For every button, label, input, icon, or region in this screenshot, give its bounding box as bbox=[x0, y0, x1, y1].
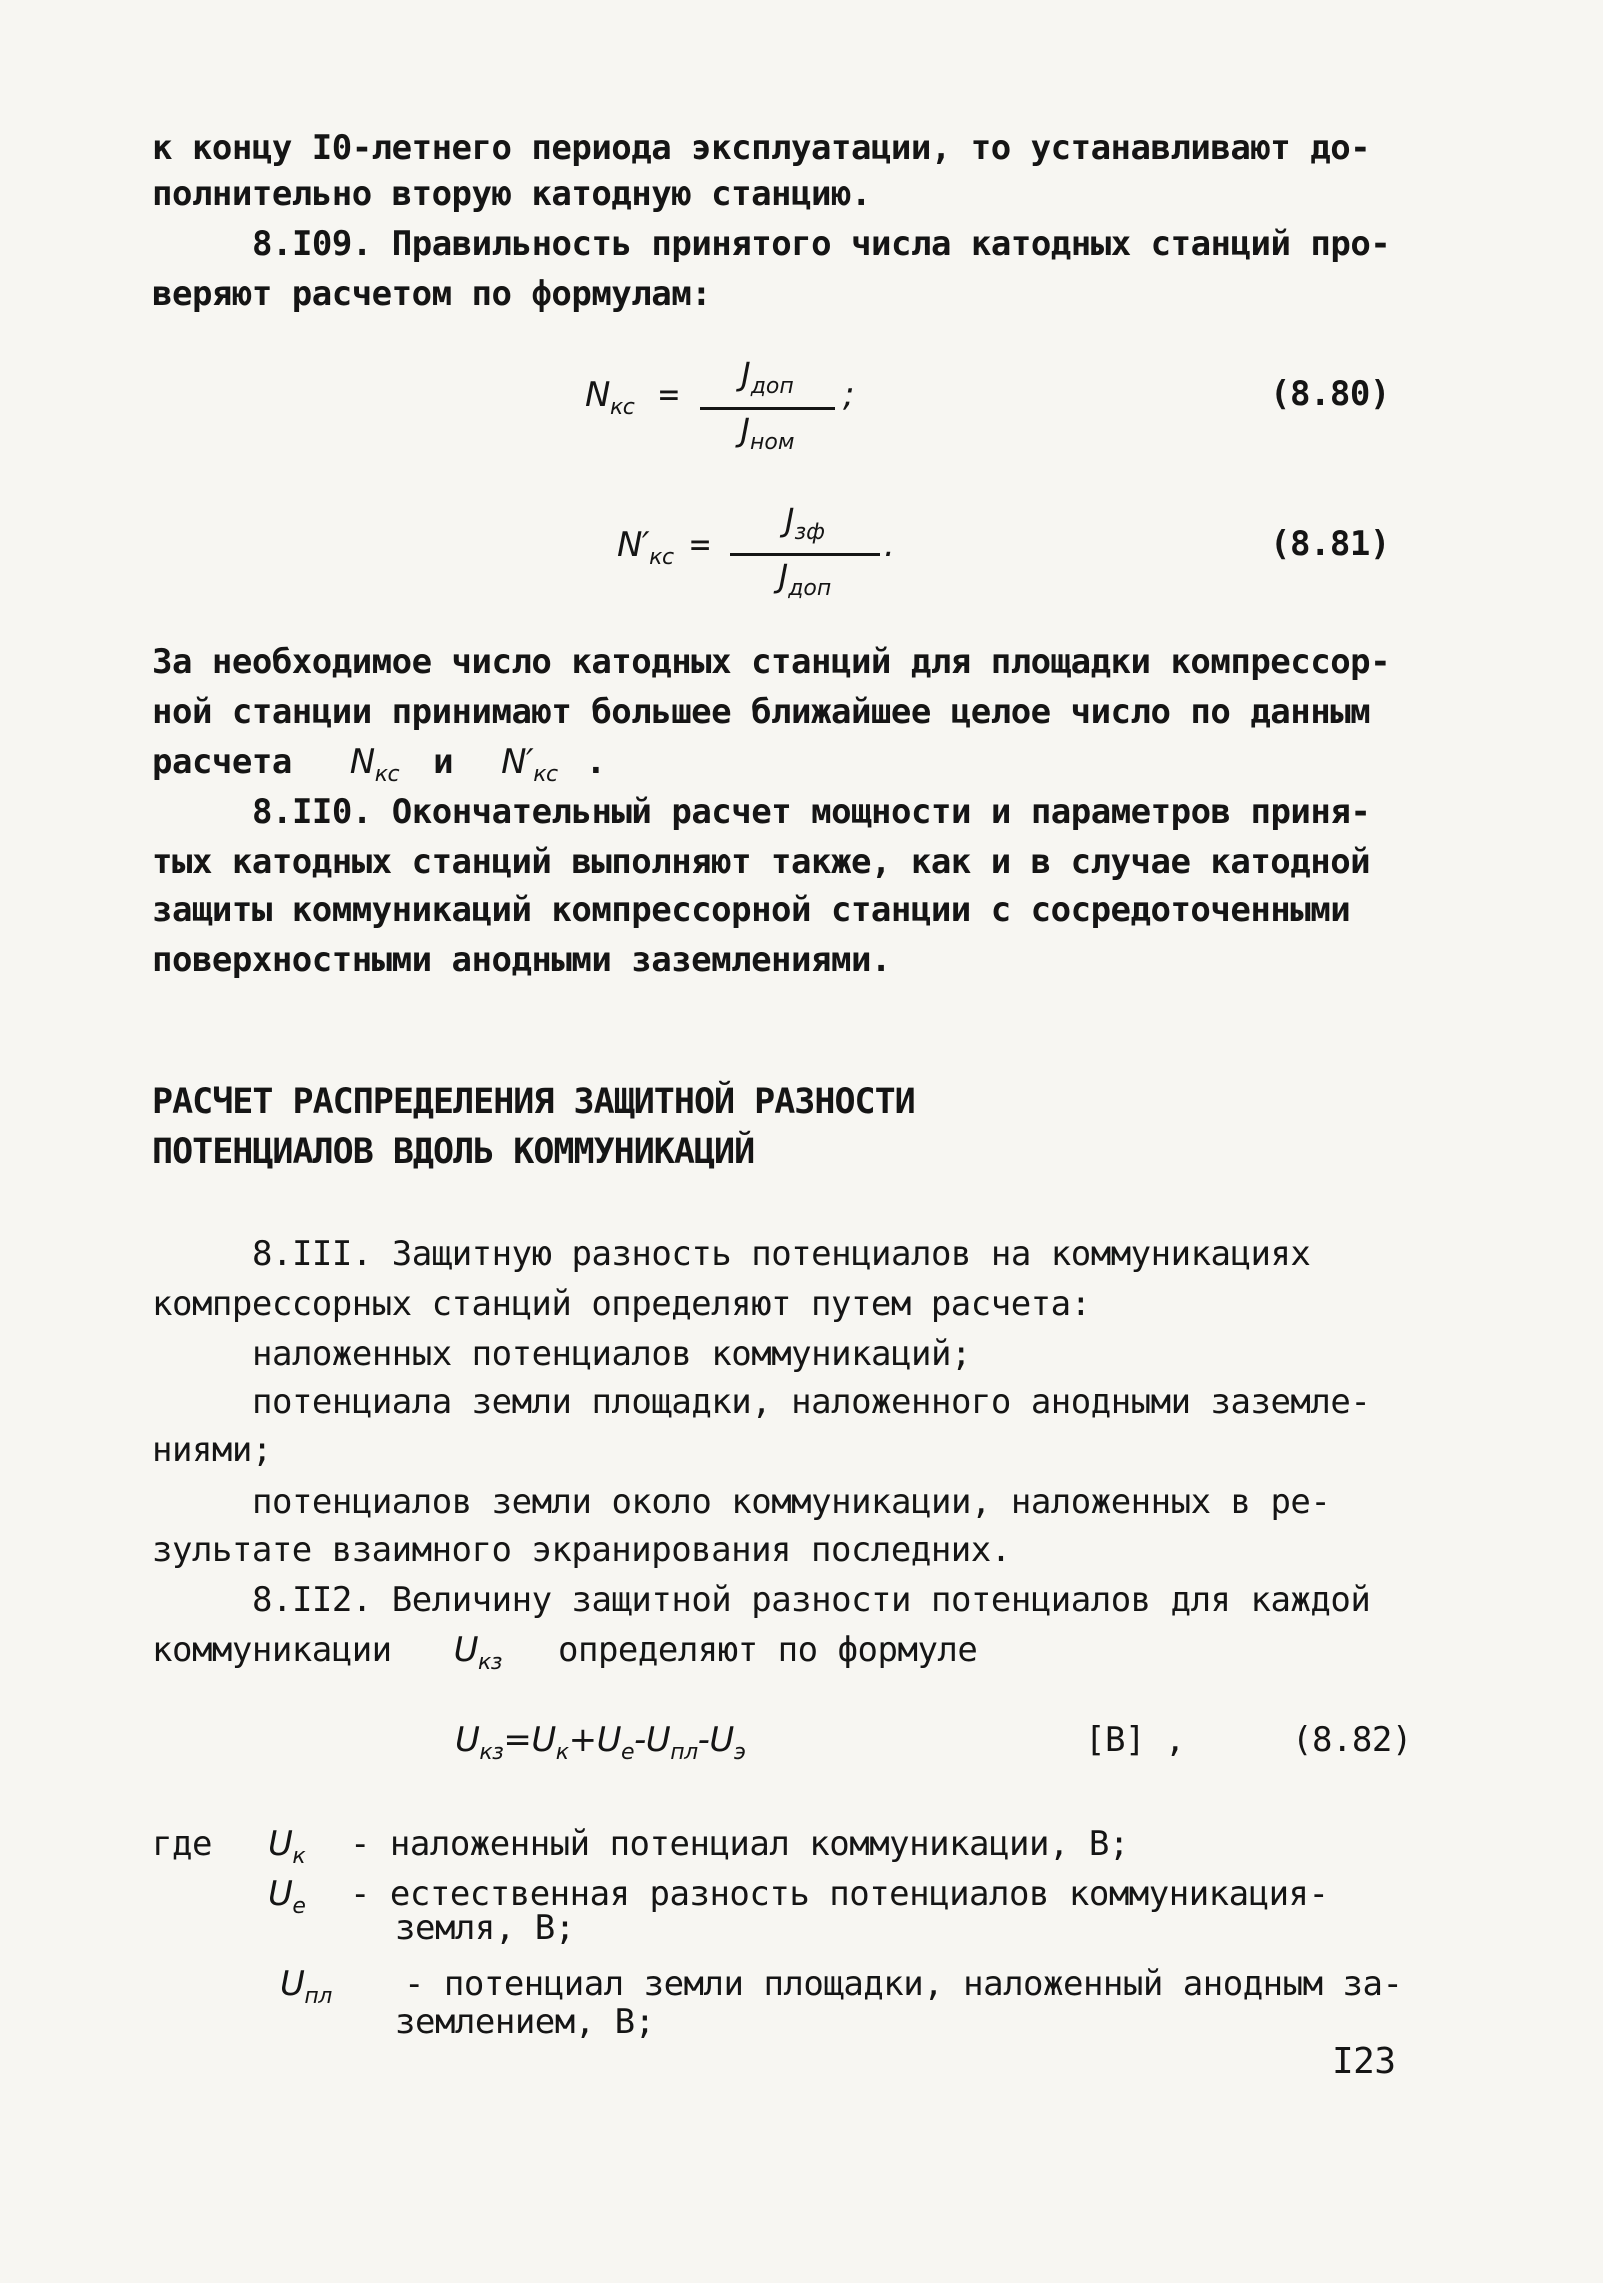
text-line: защиты коммуникаций компрессорной станции с сосредоточенными bbox=[152, 890, 1351, 930]
text-line: наложенных потенциалов коммуникаций; bbox=[252, 1334, 971, 1374]
paragraph-8-109: 8.I09. Правильность принятого числа катодных станций про- bbox=[252, 224, 1391, 264]
text-line: поверхностными анодными заземлениями. bbox=[152, 940, 891, 980]
formula-8-80-lhs: $N_{кс}$ = bbox=[585, 375, 679, 420]
formula-8-81-number: (8.81) bbox=[1270, 524, 1390, 564]
formula-8-81-lhs: $N'_{кс}$ = bbox=[617, 525, 710, 570]
definition-row: $U_e$ - естественная разность потенциалов коммуникация- bbox=[268, 1874, 1329, 1919]
formula-8-80-fraction: $J_{доп}$ $J_{ном}$ bbox=[700, 354, 835, 463]
formula-8-80-tail: ; bbox=[843, 375, 854, 415]
where-label: где bbox=[152, 1824, 212, 1864]
definition-row: $U_{пл}$ - потенциал земли площадки, наложенный анодным за- bbox=[280, 1964, 1403, 2009]
definition-row: $U_к$ - наложенный потенциал коммуникации, В; bbox=[268, 1824, 1129, 1869]
formula-8-81-fraction: $J_{зф}$ $J_{доп}$ bbox=[730, 500, 880, 609]
text-line: тых катодных станций выполняют также, как и в случае катодной bbox=[152, 842, 1371, 882]
formula-8-82-expression: $U_{кз}=U_к+U_e-U_{пл}-U_э$ bbox=[455, 1720, 746, 1765]
formula-8-80-number: (8.80) bbox=[1270, 374, 1390, 414]
paragraph-8-112: 8.II2. Величину защитной разности потенциалов для каждой bbox=[252, 1580, 1371, 1620]
section-heading-line-1: РАСЧЕТ РАСПРЕДЕЛЕНИЯ ЗАЩИТНОЙ РАЗНОСТИ bbox=[152, 1082, 915, 1122]
definition-continuation: землением, В; bbox=[395, 2002, 655, 2042]
formula-8-82-number: (8.82) bbox=[1292, 1720, 1412, 1760]
formula-8-82-unit: [В] , bbox=[1085, 1720, 1185, 1760]
definition-continuation: земля, В; bbox=[395, 1908, 575, 1948]
paragraph-8-111: 8.III. Защитную разность потенциалов на коммуникациях bbox=[252, 1234, 1311, 1274]
page-number: I23 bbox=[1332, 2041, 1396, 2082]
text-line: расчета $N_{кс}$ и $N'_{кс}$ . bbox=[152, 742, 606, 787]
section-heading-line-2: ПОТЕНЦИАЛОВ ВДОЛЬ КОММУНИКАЦИЙ bbox=[152, 1132, 755, 1172]
text-line: потенциалов земли около коммуникации, наложенных в ре- bbox=[252, 1482, 1331, 1522]
text-line: коммуникации $U_{кз}$ определяют по формуле bbox=[152, 1630, 978, 1675]
text-line: ной станции принимают большее ближайшее целое число по данным bbox=[152, 692, 1371, 732]
text-line: ниями; bbox=[152, 1430, 272, 1470]
text-line: потенциала земли площадки, наложенного анодными заземле- bbox=[252, 1382, 1371, 1422]
paragraph-8-110: 8.II0. Окончательный расчет мощности и параметров приня- bbox=[252, 792, 1371, 832]
text-line: зультате взаимного экранирования последних. bbox=[152, 1530, 1011, 1570]
text-line: к концу I0-летнего периода эксплуатации, то устанавливают до- bbox=[152, 128, 1371, 168]
text-line: компрессорных станций определяют путем расчета: bbox=[152, 1284, 1091, 1324]
formula-8-81-tail: . bbox=[884, 525, 895, 565]
text-line: За необходимое число катодных станций для площадки компрессор- bbox=[152, 642, 1391, 682]
text-line: полнительно вторую катодную станцию. bbox=[152, 174, 871, 214]
text-line: веряют расчетом по формулам: bbox=[152, 274, 712, 314]
